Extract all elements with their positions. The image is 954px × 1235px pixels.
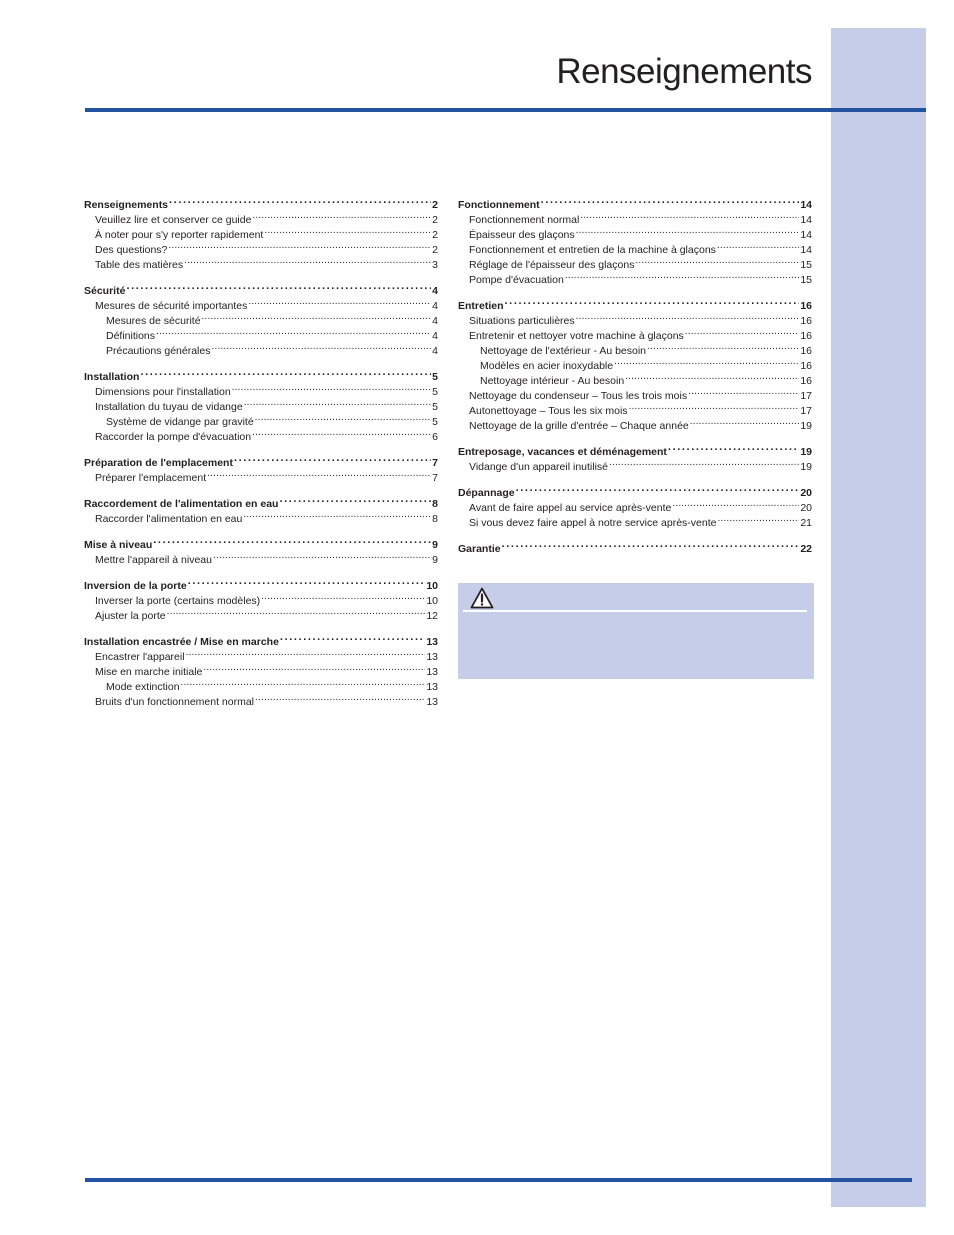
- toc-page-number: 16: [800, 315, 812, 327]
- dot-leader: [203, 665, 425, 675]
- toc-entry-text: Dimensions pour l'installation: [95, 386, 231, 398]
- toc-section: [84, 370, 438, 445]
- dot-leader: [211, 344, 431, 354]
- toc-entry-text: Nettoyage de la grille d'entrée – Chaque année: [469, 420, 689, 432]
- dot-leader: [516, 486, 800, 496]
- dot-leader: [252, 430, 431, 440]
- toc-entry[interactable]: [84, 553, 438, 568]
- toc-entry-text: Inversion de la porte: [84, 580, 187, 592]
- dot-leader: [688, 389, 799, 399]
- dot-leader: [140, 370, 431, 380]
- dot-leader: [690, 419, 800, 429]
- toc-entry-text: Raccorder la pompe d'évacuation: [95, 431, 252, 443]
- toc-entry-text: Ajuster la porte: [95, 610, 166, 622]
- toc-section: [458, 542, 812, 557]
- toc-entry[interactable]: [84, 609, 438, 624]
- toc-entry[interactable]: [84, 385, 438, 400]
- toc-entry-text: Fonctionnement: [458, 199, 540, 211]
- toc-entry-text: Installation: [84, 371, 140, 383]
- toc-entry-text: Raccorder l'alimentation en eau: [95, 513, 243, 525]
- toc-page-number: 2: [432, 229, 438, 241]
- toc-entry-text: Réglage de l'épaisseur des glaçons: [469, 259, 635, 271]
- toc-entry-text: Veuillez lire et conserver ce guide: [95, 214, 252, 226]
- toc-section-heading[interactable]: [84, 579, 438, 594]
- toc-entry-text: Mettre l'appareil à niveau: [95, 554, 212, 566]
- toc-entry[interactable]: [458, 389, 812, 404]
- dot-leader: [541, 198, 800, 208]
- dot-leader: [244, 400, 431, 410]
- toc-entry-text: Mise à niveau: [84, 539, 153, 551]
- dot-leader: [264, 228, 431, 238]
- toc-entry[interactable]: [458, 329, 812, 344]
- toc-entry-text: Fonctionnement et entretien de la machine à glaçons: [469, 244, 716, 256]
- toc-entry[interactable]: [84, 213, 438, 228]
- toc-page-number: 16: [800, 300, 812, 312]
- dot-leader: [717, 516, 799, 526]
- toc-page-number: 2: [432, 244, 438, 256]
- toc-entry-text: Épaisseur des glaçons: [469, 229, 575, 241]
- toc-entry-text: Installation encastrée / Mise en marche: [84, 636, 279, 648]
- toc-entry-text: À noter pour s'y reporter rapidement: [95, 229, 264, 241]
- toc-entry-text: Situations particulières: [469, 315, 575, 327]
- toc-entry-text: Encastrer l'appareil: [95, 651, 185, 663]
- toc-page-number: 14: [800, 214, 812, 226]
- toc-entry-text: Pompe d'évacuation: [469, 274, 564, 286]
- toc-section: [458, 299, 812, 434]
- dot-leader: [609, 460, 799, 470]
- toc-page-number: 10: [426, 580, 438, 592]
- toc-page-number: 17: [800, 405, 812, 417]
- toc-entry[interactable]: [458, 344, 812, 359]
- toc-page-number: 14: [800, 199, 812, 211]
- bottom-rule: [85, 1178, 912, 1182]
- dot-leader: [202, 314, 432, 324]
- dot-leader: [207, 471, 431, 481]
- dot-leader: [167, 609, 426, 619]
- toc-page-number: 19: [800, 420, 812, 432]
- toc-section: [84, 198, 438, 273]
- toc-entry-text: Fonctionnement normal: [469, 214, 580, 226]
- toc-page-number: 16: [800, 330, 812, 342]
- dot-leader: [647, 344, 799, 354]
- toc-section-heading[interactable]: [458, 445, 812, 460]
- toc-section-heading[interactable]: [84, 538, 438, 553]
- toc-section-heading[interactable]: [458, 542, 812, 557]
- toc-section-heading[interactable]: [84, 284, 438, 299]
- toc-entry[interactable]: [458, 228, 812, 243]
- dot-leader: [181, 680, 426, 690]
- toc-page-number: 9: [432, 554, 438, 566]
- toc-page-number: 7: [432, 472, 438, 484]
- toc-left-column: [84, 198, 438, 721]
- toc-entry[interactable]: [84, 594, 438, 609]
- toc-section: [84, 635, 438, 710]
- toc-entry-text: Inverser la porte (certains modèles): [95, 595, 261, 607]
- toc-page-number: 13: [426, 651, 438, 663]
- toc-entry-text: Bruits d'un fonctionnement normal: [95, 696, 255, 708]
- dot-leader: [261, 594, 425, 604]
- dot-leader: [126, 284, 431, 294]
- toc-page-number: 16: [800, 360, 812, 372]
- toc-page-number: 12: [426, 610, 438, 622]
- toc-entry[interactable]: [84, 243, 438, 258]
- toc-page-number: 20: [800, 487, 812, 499]
- toc-entry[interactable]: [84, 650, 438, 665]
- dot-leader: [186, 650, 426, 660]
- toc-entry[interactable]: [84, 695, 438, 710]
- dot-leader: [168, 243, 431, 253]
- toc-page-number: 13: [426, 636, 438, 648]
- toc-entry-text: Préparation de l'emplacement: [84, 457, 233, 469]
- toc-entry-text: Raccordement de l'alimentation en eau: [84, 498, 279, 510]
- toc-entry-text: Système de vidange par gravité: [106, 416, 254, 428]
- toc-entry-text: Si vous devez faire appel à notre service après-vente: [469, 517, 717, 529]
- toc-page-number: 16: [800, 345, 812, 357]
- toc-entry-text: Mise en marche initiale: [95, 666, 203, 678]
- toc-section-heading[interactable]: [84, 497, 438, 512]
- dot-leader: [213, 553, 431, 563]
- toc-entry[interactable]: [84, 400, 438, 415]
- toc-page-number: 3: [432, 259, 438, 271]
- toc-section: [84, 456, 438, 486]
- toc-entry-text: Nettoyage du condenseur – Tous les trois mois: [469, 390, 688, 402]
- dot-leader: [255, 415, 431, 425]
- toc-entry-text: Mesures de sécurité: [106, 315, 201, 327]
- toc-page-number: 2: [432, 199, 438, 211]
- toc-section-heading[interactable]: [458, 299, 812, 314]
- toc-page-number: 13: [426, 696, 438, 708]
- toc-page-number: 5: [432, 401, 438, 413]
- toc-entry[interactable]: [458, 419, 812, 434]
- dot-leader: [576, 228, 800, 238]
- toc-page-number: 8: [432, 513, 438, 525]
- dot-leader: [668, 445, 799, 455]
- toc-right-column: [458, 198, 812, 568]
- page-title: Renseignements: [556, 52, 812, 91]
- toc-page-number: 8: [432, 498, 438, 510]
- toc-page-number: 6: [432, 431, 438, 443]
- toc-entry[interactable]: [458, 213, 812, 228]
- toc-entry-text: Entretien: [458, 300, 504, 312]
- toc-page-number: 19: [800, 446, 812, 458]
- dot-leader: [717, 243, 799, 253]
- dot-leader: [252, 213, 431, 223]
- toc-page-number: 2: [432, 214, 438, 226]
- toc-entry-text: Autonettoyage – Tous les six mois: [469, 405, 628, 417]
- toc-entry-text: Modèles en acier inoxydable: [480, 360, 614, 372]
- toc-entry-text: Vidange d'un appareil inutilisé: [469, 461, 608, 473]
- toc-page-number: 15: [800, 259, 812, 271]
- dot-leader: [169, 198, 431, 208]
- toc-entry-text: Garantie: [458, 543, 501, 555]
- dot-leader: [576, 314, 800, 324]
- toc-entry-text: Préparer l'emplacement: [95, 472, 207, 484]
- toc-entry[interactable]: [458, 501, 812, 516]
- dot-leader: [614, 359, 799, 369]
- dot-leader: [580, 213, 799, 223]
- dot-leader: [184, 258, 431, 268]
- dot-leader: [153, 538, 431, 548]
- toc-page-number: 4: [432, 300, 438, 312]
- toc-page-number: 16: [800, 375, 812, 387]
- toc-page-number: 9: [432, 539, 438, 551]
- toc-section-heading[interactable]: [84, 456, 438, 471]
- toc-section-heading[interactable]: [458, 486, 812, 501]
- dot-leader: [565, 273, 799, 283]
- toc-section-heading[interactable]: [84, 370, 438, 385]
- toc-page-number: 20: [800, 502, 812, 514]
- toc-page-number: 4: [432, 345, 438, 357]
- toc-entry[interactable]: [458, 374, 812, 389]
- dot-leader: [505, 299, 800, 309]
- toc-page-number: 7: [432, 457, 438, 469]
- toc-entry[interactable]: [458, 516, 812, 531]
- toc-entry-text: Définitions: [106, 330, 156, 342]
- toc-entry[interactable]: [458, 258, 812, 273]
- toc-entry-text: Précautions générales: [106, 345, 211, 357]
- toc-page-number: 4: [432, 285, 438, 297]
- toc-entry[interactable]: [458, 314, 812, 329]
- dot-leader: [156, 329, 431, 339]
- toc-section: [84, 284, 438, 359]
- top-rule: [85, 108, 926, 112]
- toc-page-number: 21: [800, 517, 812, 529]
- dot-leader: [629, 404, 800, 414]
- toc-entry[interactable]: [84, 512, 438, 527]
- toc-entry-text: Table des matières: [95, 259, 184, 271]
- toc-entry-text: Nettoyage de l'extérieur - Au besoin: [480, 345, 647, 357]
- warning-triangle-icon: [470, 587, 494, 609]
- toc-entry-text: Entreposage, vacances et déménagement: [458, 446, 667, 458]
- toc-entry-text: Mesures de sécurité importantes: [95, 300, 248, 312]
- toc-entry-text: Entretenir et nettoyer votre machine à glaçons: [469, 330, 684, 342]
- toc-entry[interactable]: [84, 415, 438, 430]
- toc-entry[interactable]: [84, 665, 438, 680]
- toc-entry[interactable]: [458, 404, 812, 419]
- dot-leader: [685, 329, 800, 339]
- toc-entry[interactable]: [458, 460, 812, 475]
- toc-entry-text: Avant de faire appel au service après-vente: [469, 502, 672, 514]
- toc-entry-text: Nettoyage intérieur - Au besoin: [480, 375, 625, 387]
- toc-page-number: 5: [432, 386, 438, 398]
- toc-section-heading[interactable]: [84, 198, 438, 213]
- toc-entry-text: Dépannage: [458, 487, 515, 499]
- toc-page-number: 22: [800, 543, 812, 555]
- dot-leader: [248, 299, 431, 309]
- toc-entry[interactable]: [84, 471, 438, 486]
- toc-entry[interactable]: [458, 243, 812, 258]
- toc-entry[interactable]: [84, 680, 438, 695]
- toc-entry[interactable]: [84, 329, 438, 344]
- toc-page-number: 4: [432, 315, 438, 327]
- toc-page-number: 5: [432, 371, 438, 383]
- toc-page-number: 4: [432, 330, 438, 342]
- toc-page-number: 13: [426, 666, 438, 678]
- toc-entry[interactable]: [84, 314, 438, 329]
- dot-leader: [234, 456, 431, 466]
- dot-leader: [188, 579, 426, 589]
- dot-leader: [255, 695, 425, 705]
- dot-leader: [502, 542, 800, 552]
- toc-section: [458, 486, 812, 531]
- toc-section: [84, 497, 438, 527]
- toc-page-number: 17: [800, 390, 812, 402]
- toc-entry[interactable]: [84, 344, 438, 359]
- toc-entry[interactable]: [84, 228, 438, 243]
- toc-entry[interactable]: [458, 359, 812, 374]
- toc-entry[interactable]: [84, 258, 438, 273]
- toc-entry-text: Des questions?: [95, 244, 168, 256]
- dot-leader: [279, 497, 431, 507]
- dot-leader: [243, 512, 431, 522]
- toc-page-number: 19: [800, 461, 812, 473]
- dot-leader: [232, 385, 432, 395]
- toc-entry-text: Renseignements: [84, 199, 169, 211]
- toc-entry[interactable]: [84, 430, 438, 445]
- toc-entry-text: Mode extinction: [106, 681, 180, 693]
- toc-section: [84, 579, 438, 624]
- dot-leader: [635, 258, 799, 268]
- toc-page-number: 14: [800, 244, 812, 256]
- dot-leader: [672, 501, 799, 511]
- toc-page-number: 10: [426, 595, 438, 607]
- toc-section-heading[interactable]: [84, 635, 438, 650]
- toc-page-number: 15: [800, 274, 812, 286]
- toc-page-number: 14: [800, 229, 812, 241]
- dot-leader: [280, 635, 425, 645]
- warning-divider: [463, 610, 807, 612]
- dot-leader: [625, 374, 799, 384]
- toc-page-number: 5: [432, 416, 438, 428]
- side-tab: [831, 28, 926, 1207]
- toc-section: [458, 198, 812, 288]
- toc-section: [458, 445, 812, 475]
- toc-entry[interactable]: [84, 299, 438, 314]
- toc-entry-text: Sécurité: [84, 285, 126, 297]
- toc-section-heading[interactable]: [458, 198, 812, 213]
- toc-entry[interactable]: [458, 273, 812, 288]
- warning-box: [458, 583, 814, 679]
- toc-section: [84, 538, 438, 568]
- toc-page-number: 13: [426, 681, 438, 693]
- toc-entry-text: Installation du tuyau de vidange: [95, 401, 243, 413]
